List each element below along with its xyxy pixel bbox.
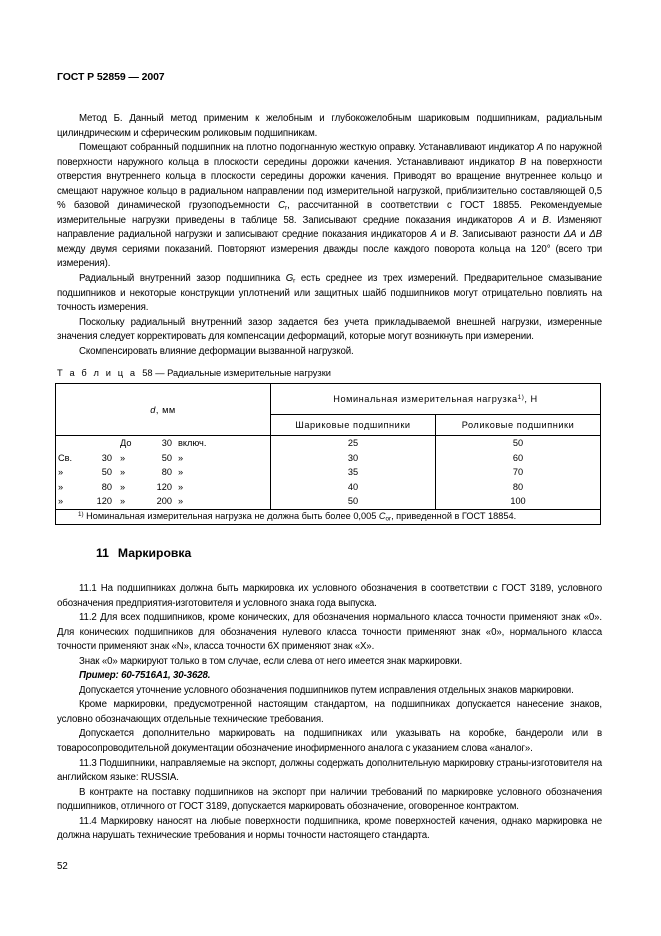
paragraph-procedure (57, 141, 602, 272)
delta-b-symbol: ΔB (589, 229, 602, 241)
range-suffix: включ. (178, 438, 207, 448)
table-header-row-1 (56, 384, 601, 415)
range-low: 30 (101, 452, 112, 463)
procedure-seg-d: , рассчитанной в соответствии с ГОСТ 18855. Рекомендуемые измерительные нагрузки приведены в таблице 58. Записывают средние показания индикаторов (57, 200, 602, 226)
diameter-range-row (56, 451, 270, 466)
roller-value: 100 (510, 496, 526, 507)
cell-ball-values (271, 436, 436, 510)
indicator-b-ref-3: B (449, 229, 456, 241)
table-caption-number: 58 (142, 368, 153, 378)
table-caption-label: Т а б л и ц а (57, 368, 138, 378)
table-footnote-row (56, 509, 601, 524)
indicator-b-ref-2: B (542, 214, 549, 226)
table-footnote (56, 509, 601, 524)
range-prefix: » (58, 496, 64, 507)
range-high: 50 (161, 452, 172, 463)
diameter-unit: , мм (155, 404, 176, 415)
ball-value: 30 (347, 452, 359, 463)
paragraph-contract: В контракте на поставку подшипников на экспорт при наличии требований по маркировке условного обозначения подшипников, отличного от ГОСТ 3189, допускается маркировать обозначение, оговоренное контрактом. (57, 786, 602, 813)
paragraph-compensate-text: Скомпенсировать влияние деформации вызванной нагрузкой. (79, 345, 354, 357)
range-low: 50 (101, 467, 112, 478)
diameter-range-row (56, 494, 270, 509)
procedure-seg-i: между двумя сериями показаний. Повторяют измерения дважды после каждого поворота кольца на 120° (всего три измерения). (57, 243, 602, 270)
table-caption (57, 368, 331, 378)
ball-value: 40 (347, 481, 359, 492)
procedure-seg-c: на поверхности отверстия внутреннего кольца в плоскости середины дорожки качения. Приводят во вращение внутреннее кольцо и смещают наружное кольцо в радиальном направлении под измерительной нагрузкой, приблизительно составляющей 0,5 % базовой динамической грузоподъемности (57, 156, 603, 212)
paragraph-correction-text: Поскольку радиальный внутренний зазор задается без учета прикладываемой внешней нагрузки, измеренные значения следует корректировать для компенсации деформаций, которые могут возникнуть при измерении. (57, 316, 602, 343)
symbol-cr-sub: r (285, 204, 288, 212)
ball-value-list (271, 436, 435, 509)
range-mid: » (120, 481, 126, 492)
diameter-range-row (56, 436, 270, 451)
body-text-section-11 (57, 582, 602, 844)
procedure-seg-e2: и (436, 229, 450, 241)
range-suffix: » (178, 467, 184, 478)
range-high: 30 (161, 438, 172, 448)
procedure-seg-e: и (524, 214, 543, 226)
table-body-row (56, 436, 601, 510)
diameter-range-row (56, 480, 270, 495)
range-prefix: » (58, 481, 64, 492)
procedure-seg-g: . Записывают разности (455, 229, 564, 241)
range-mid: » (120, 452, 126, 463)
indicator-b-ref-1: B (519, 156, 527, 168)
range-high: 80 (161, 467, 172, 478)
paragraph-refine: Допускается уточнение условного обозначения подшипников путем исправления отдельных знаков маркировки. (79, 684, 574, 696)
body-text-top (57, 112, 602, 359)
indicator-a-ref-2: A (518, 214, 525, 226)
paragraph-compensate (57, 345, 602, 360)
range-high: 120 (156, 481, 172, 492)
paragraph-radial-clearance (57, 272, 602, 316)
diameter-range-row (56, 465, 270, 480)
diameter-range-list (56, 436, 270, 509)
header-cell-diameter (56, 384, 271, 436)
symbol-gr-sub: r (293, 277, 296, 285)
paragraph-11-2: 11.2 Для всех подшипников, кроме конических, для обозначения нормального класса точности применяют знак «0». Для конических подшипников для обозначения нулевого класса точности применяют знак «0», нормального класса точности применяют знак «N», класса точности 6Х применяют знак «Х». (57, 612, 602, 653)
range-suffix: » (178, 452, 184, 463)
paragraph-method-b-text: Метод Б. Данный метод применим к желобным и глубокожелобным шариковым подшипникам, радиальным цилиндрическим и сферическим роликовым подшипникам. (57, 113, 602, 139)
roller-value: 50 (512, 438, 524, 448)
roller-value: 80 (512, 481, 524, 492)
section-heading-11 (96, 546, 191, 560)
ball-value: 25 (347, 438, 359, 448)
symbol-gr-base: G (285, 273, 294, 285)
load-label: Номинальная измерительная нагрузка (333, 394, 518, 404)
footnote-text-a: Номинальная измерительная нагрузка не должна быть более 0,005 (83, 510, 379, 521)
paragraph-extra-signs: Кроме маркировки, предусмотренной настоящим стандартом, на подшипниках допускается нанесение знаков, условно обозначающих отдельные технические требования. (57, 699, 602, 725)
procedure-seg-a: Помещают собранный подшипник на плотно подогнанную жесткую оправку. Устанавливают индикатор (79, 142, 537, 154)
procedure-seg-h: и (576, 229, 590, 241)
indicator-a-ref-3: A (430, 229, 437, 241)
roller-value: 70 (512, 467, 524, 478)
symbol-cr-base: C (278, 200, 285, 212)
paragraph-mark-zero: Знак «0» маркируют только в том случае, если слева от него имеется знак маркировки. (79, 655, 463, 667)
cell-diameter-ranges (56, 436, 271, 510)
range-prefix: » (58, 467, 64, 478)
paragraph-example: Пример: 60-7516А1, 30-3628. (79, 670, 211, 682)
paragraph-method-b (57, 112, 602, 141)
paragraph-11-1: 11.1 На подшипниках должна быть маркировка их условного обозначения в соответствии с ГОСТ 3189, условного обозначения предприятия-изготовителя и условного знака года выпуска. (57, 583, 602, 609)
footnote-text-b: , приведенной в ГОСТ 18854. (391, 510, 517, 521)
paragraph-11-4: 11.4 Маркировку наносят на любые поверхности подшипника, кроме поверхностей качения, однако маркировка не должна нарушать технические требования и нормы точности настоящего стандарта. (57, 815, 602, 842)
range-suffix: » (178, 496, 184, 507)
section-title: Маркировка (117, 546, 192, 560)
range-suffix: » (178, 481, 184, 492)
diameter-symbol: d (150, 404, 156, 415)
paragraph-correction (57, 316, 602, 345)
cell-roller-values (436, 436, 601, 510)
symbol-cor-sub: or (385, 515, 392, 523)
delta-a-symbol: ΔA (563, 229, 577, 241)
footnote-marker: 1) (78, 511, 84, 519)
header-cell-load (271, 384, 601, 415)
header-cell-ball-bearings: Шариковые подшипники (271, 415, 436, 436)
range-mid: » (120, 496, 126, 507)
range-low: 120 (96, 496, 112, 507)
table-58 (55, 383, 601, 525)
running-head: ГОСТ Р 52859 — 2007 (57, 71, 165, 83)
header-cell-roller-bearings: Роликовые подшипники (436, 415, 601, 436)
procedure-seg-b: по наружной поверхности наружного кольца в плоскости середины дорожки качения. Устанавливают индикатор (57, 142, 602, 168)
load-unit: , Н (524, 394, 538, 404)
procedure-seg-f: . Изменяют направление радиальной нагрузки и записывают средние показания индикаторов (57, 214, 602, 241)
clearance-seg-b: есть среднее из трех измерений. Предварительное смазывание подшипников и некоторые конструкции уплотнений или защитных шайб подшипников могут отрицательно повлиять на точность измерения. (57, 273, 602, 314)
section-number: 11 (96, 546, 109, 560)
symbol-cor-base: C (378, 510, 386, 521)
range-low: 80 (101, 481, 112, 492)
table-caption-title: Радиальные измерительные нагрузки (167, 368, 331, 378)
indicator-a-ref-1: A (536, 142, 544, 154)
range-mid: До (120, 438, 132, 448)
table-caption-dash: — (155, 368, 165, 378)
roller-value: 60 (512, 452, 524, 463)
range-mid: » (120, 467, 126, 478)
range-prefix: Св. (58, 452, 73, 463)
page-number: 52 (57, 861, 68, 872)
ball-value: 50 (347, 496, 359, 507)
load-footnote-marker: 1) (517, 394, 525, 402)
table-58-wrapper (55, 383, 601, 525)
paragraph-analog: Допускается дополнительно маркировать на подшипниках или указывать на коробке, бандероли или в товаросопроводительной документации обозначение инофирменного аналога с указанием слова «аналог». (57, 728, 602, 755)
clearance-seg-a: Радиальный внутренний зазор подшипника (79, 273, 286, 285)
roller-value-list (436, 436, 600, 509)
range-high: 200 (156, 496, 172, 507)
paragraph-11-3: 11.3 Подшипники, направляемые на экспорт, должны содержать дополнительную маркировку страны-изготовителя на английском языке: RUSSIA. (57, 757, 602, 784)
ball-value: 35 (347, 467, 359, 478)
